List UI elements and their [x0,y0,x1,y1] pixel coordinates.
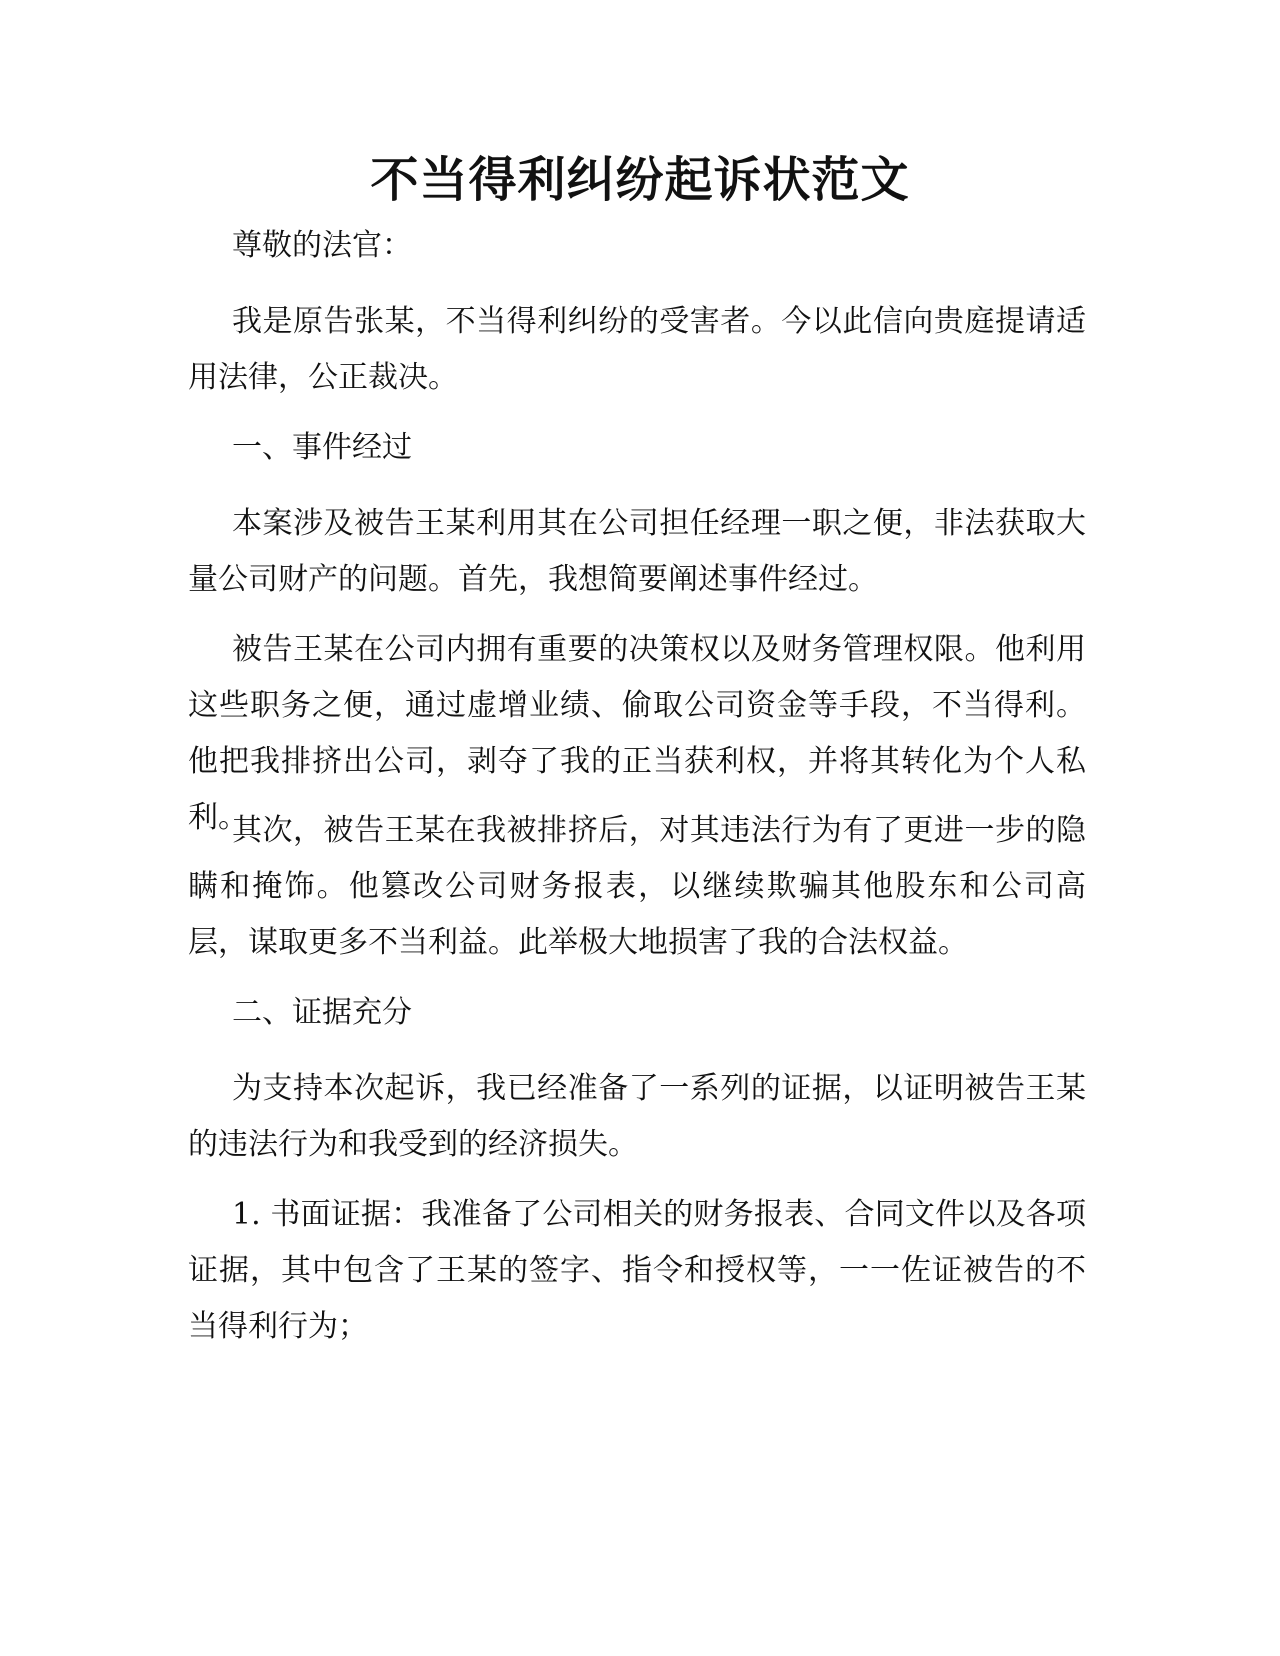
evidence-paragraph-1: 为支持本次起诉，我已经准备了一系列的证据，以证明被告王某的违法行为和我受到的经济损失。 [188,1071,1086,1162]
evidence-paragraph-2: 1. 书面证据：我准备了公司相关的财务报表、合同文件以及各项证据，其中包含了王某的签字、指令和授权等，一一佐证被告的不当得利行为； [188,1197,1086,1344]
events-paragraph-2: 被告王某在公司内拥有重要的决策权以及财务管理权限。他利用这些职务之便，通过虚增业绩、偷取公司资金等手段，不当得利。他把我排挤出公司，剥夺了我的正当获利权，并将其转化为个人私利。 [188,632,1086,835]
events-paragraph-1: 本案涉及被告王某利用其在公司担任经理一职之便，非法获取大量公司财产的问题。首先，我想简要阐述事件经过。 [188,506,1086,597]
salutation: 尊敬的法官： [232,228,412,263]
events-paragraph-3: 其次，被告王某在我被排挤后，对其违法行为有了更进一步的隐瞒和掩饰。他篡改公司财务报表，以继续欺骗其他股东和公司高层，谋取更多不当利益。此举极大地损害了我的合法权益。 [188,813,1086,960]
intro-paragraph: 我是原告张某，不当得利纠纷的受害者。今以此信向贵庭提请适用法律，公正裁决。 [188,304,1086,395]
section-heading-evidence: 二、证据充分 [232,995,412,1030]
document-title: 不当得利纠纷起诉状范文 [370,152,910,208]
section-heading-events: 一、事件经过 [232,430,412,465]
